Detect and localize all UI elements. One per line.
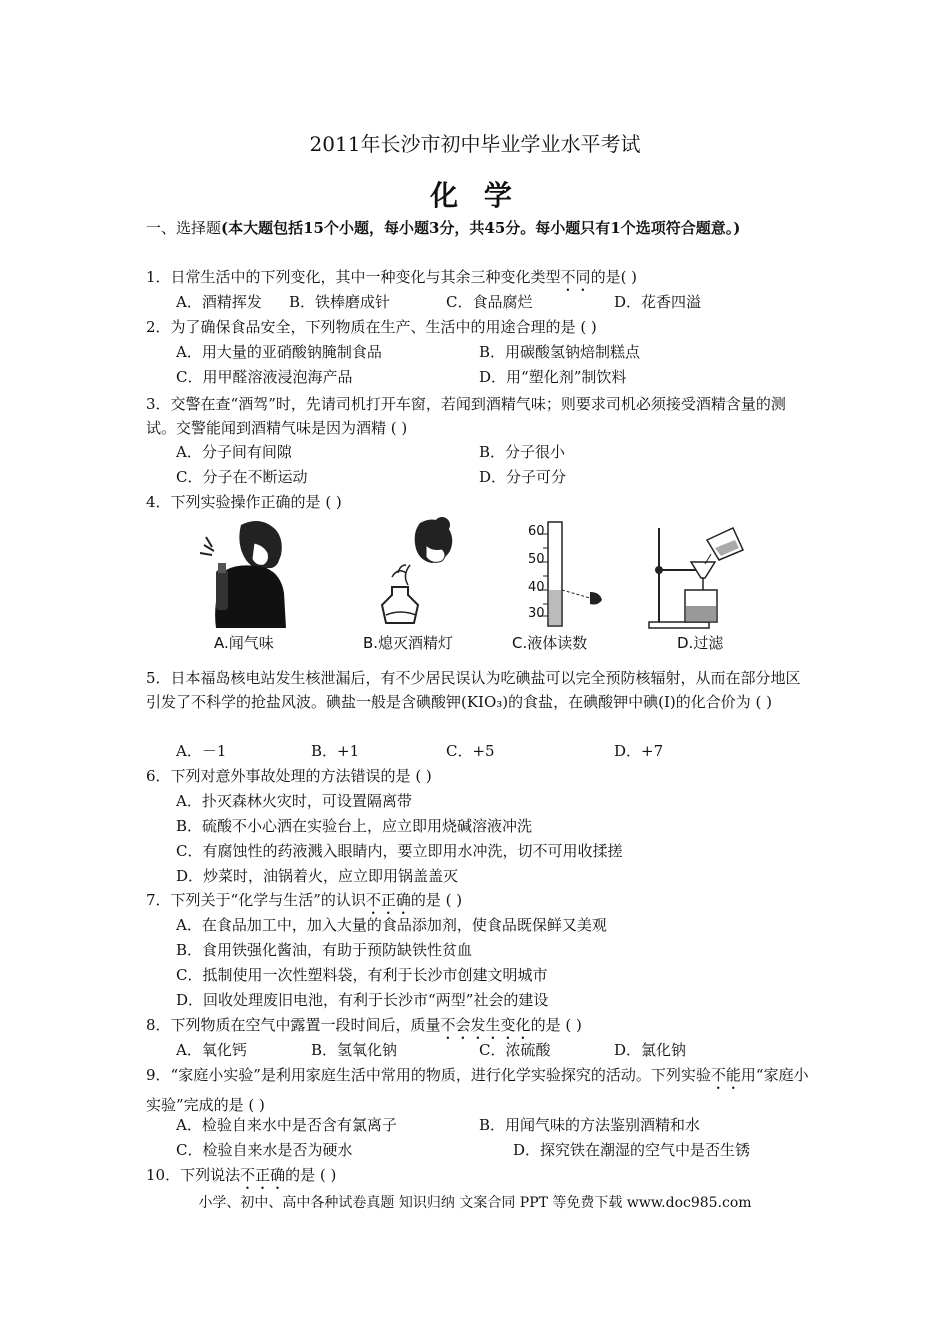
q2-option-a: A．用大量的亚硝酸钠腌制食品	[176, 343, 382, 361]
q2-option-d: D．用“塑化剂”制饮料	[479, 368, 627, 386]
q9-option-a: A．检验自来水中是否含有氯离子	[176, 1116, 397, 1134]
q8-stem-part: 8．下列物质在空气中露置一段时间后，质量	[146, 1016, 441, 1034]
q6-option-a: A．扑灭森林火灾时，可设置隔离带	[176, 792, 412, 810]
page-footer: 小学、初中、高中各种试卷真题 知识归纳 文案合同 PPT 等免费下载 www.doc985.com	[198, 1195, 752, 1211]
q9-option-d: D．探究铁在潮湿的空气中是否生锈	[513, 1141, 751, 1159]
q10-stem-emphasis: 不正确	[240, 1166, 286, 1184]
q7-stem-part: 的是 ( )	[410, 891, 463, 909]
q5-option-d: D．+7	[614, 742, 664, 760]
q9-option-c: C．检验自来水是否为硬水	[176, 1141, 353, 1159]
question-10-stem	[146, 1164, 810, 1193]
cylinder-tick-60: 60	[528, 524, 545, 539]
q3-option-a: A．分子间有间隙	[176, 443, 292, 461]
q7-option-d: D．回收处理废旧电池，有利于长沙市“两型”社会的建设	[176, 991, 549, 1009]
exam-title: 2011年长沙市初中毕业学业水平考试	[309, 132, 641, 156]
q1-option-b: B．铁棒磨成针	[289, 293, 391, 311]
figure-c-label: C.液体读数	[512, 634, 588, 652]
q10-stem-part: 10．下列说法	[146, 1166, 241, 1184]
q8-stem-emphasis: 不会发生变化	[440, 1016, 531, 1034]
q9-option-b: B．用闻气味的方法鉴别酒精和水	[479, 1116, 701, 1134]
q8-option-a: A．氧化钙	[176, 1041, 247, 1059]
q2-option-b: B．用碳酸氢钠焙制糕点	[479, 343, 641, 361]
q1-stem-part: 的是( )	[590, 268, 638, 286]
cylinder-tick-50: 50	[528, 552, 545, 567]
q10-stem-part: 的是 ( )	[285, 1166, 337, 1184]
cylinder-tick-40: 40	[528, 580, 545, 595]
q9-stem-emphasis: 不能	[710, 1066, 741, 1084]
q6-option-b: B．硫酸不小心洒在实验台上，应立即用烧碱溶液冲洗	[176, 817, 533, 835]
q9-stem-part: 用“家庭小实验”完成的是 ( )	[146, 1066, 809, 1114]
q8-option-d: D．氯化钠	[614, 1041, 687, 1059]
figure-d-label: D.过滤	[677, 634, 724, 652]
q7-option-a: A．在食品加工中，加入大量的食品添加剂，使食品既保鲜又美观	[176, 916, 607, 934]
q1-option-a: A．酒精挥发	[176, 293, 262, 311]
q8-option-c: C．浓硫酸	[479, 1041, 551, 1059]
question-2-stem: 2．为了确保食品安全，下列物质在生产、生活中的用途合理的是 ( )	[146, 318, 597, 336]
q1-option-d: D．花香四溢	[614, 293, 702, 311]
question-3-stem: 3．交警在查“酒驾”时，先请司机打开车窗，若闻到酒精气味；则要求司机必须接受酒精含量的测试。交警能闻到酒精气味是因为酒精 ( )	[146, 395, 786, 437]
figure-d-filter-illustration	[645, 518, 755, 630]
q7-option-c: C．抵制使用一次性塑料袋，有利于长沙市创建文明城市	[176, 966, 548, 984]
q1-option-c: C．食品腐烂	[446, 293, 533, 311]
question-9-stem	[146, 1063, 810, 1117]
q8-stem-part: 的是 ( )	[530, 1016, 582, 1034]
q7-option-b: B．食用铁强化酱油，有助于预防缺铁性贫血	[176, 941, 473, 959]
figure-a-label: A.闻气味	[214, 634, 274, 652]
q6-option-d: D．炒菜时，油锅着火，应立即用锅盖盖灭	[176, 867, 459, 885]
q5-option-b: B．+1	[311, 742, 360, 760]
subject-title: 化 学	[430, 179, 520, 212]
figure-b-alcohol-lamp-illustration	[370, 515, 480, 630]
question-4-stem: 4．下列实验操作正确的是 ( )	[146, 493, 342, 511]
figure-a-smell-illustration	[196, 515, 316, 630]
q9-stem-part: 9．“家庭小实验”是利用家庭生活中常用的物质，进行化学实验探究的活动。下列实验	[146, 1066, 711, 1084]
q5-option-a: A．－1	[176, 742, 227, 760]
q5-option-c: C．+5	[446, 742, 495, 760]
figure-b-label: B.熄灭酒精灯	[363, 634, 454, 652]
q3-option-b: B．分子很小	[479, 443, 566, 461]
figure-c-cylinder-illustration	[508, 520, 608, 630]
q1-stem-emphasis: 不同	[560, 268, 591, 286]
question-5-stem: 5．日本福岛核电站发生核泄漏后，有不少居民误认为吃碘盐可以完全预防核辐射，从而在部分地区引发了不科学的抢盐风波。碘盐一般是含碘酸钾(KIO₃)的食盐，在碘酸钾中碘(I)的化合价为 ( )	[146, 669, 801, 711]
q3-option-c: C．分子在不断运动	[176, 468, 308, 486]
q7-stem-part: 7．下列关于“化学与生活”的认识	[146, 891, 366, 909]
q8-option-b: B．氢氧化钠	[311, 1041, 398, 1059]
q1-stem-part: 1．日常生活中的下列变化，其中一种变化与其余三种变化类型	[146, 268, 561, 286]
q2-option-c: C．用甲醛溶液浸泡海产品	[176, 368, 353, 386]
q7-stem-emphasis: 不正确	[365, 891, 411, 909]
section-prefix: 一、选择题	[146, 219, 222, 237]
q6-option-c: C．有腐蚀性的药液溅入眼睛内，要立即用水冲洗，切不可用收揉搓	[176, 842, 623, 860]
q3-option-d: D．分子可分	[479, 468, 567, 486]
cylinder-tick-30: 30	[528, 606, 545, 621]
section-description: (本大题包括15个小题，每小题3分，共45分。每小题只有1个选项符合题意。)	[221, 219, 741, 237]
question-6-stem: 6．下列对意外事故处理的方法错误的是 ( )	[146, 767, 432, 785]
section-heading	[146, 216, 810, 240]
